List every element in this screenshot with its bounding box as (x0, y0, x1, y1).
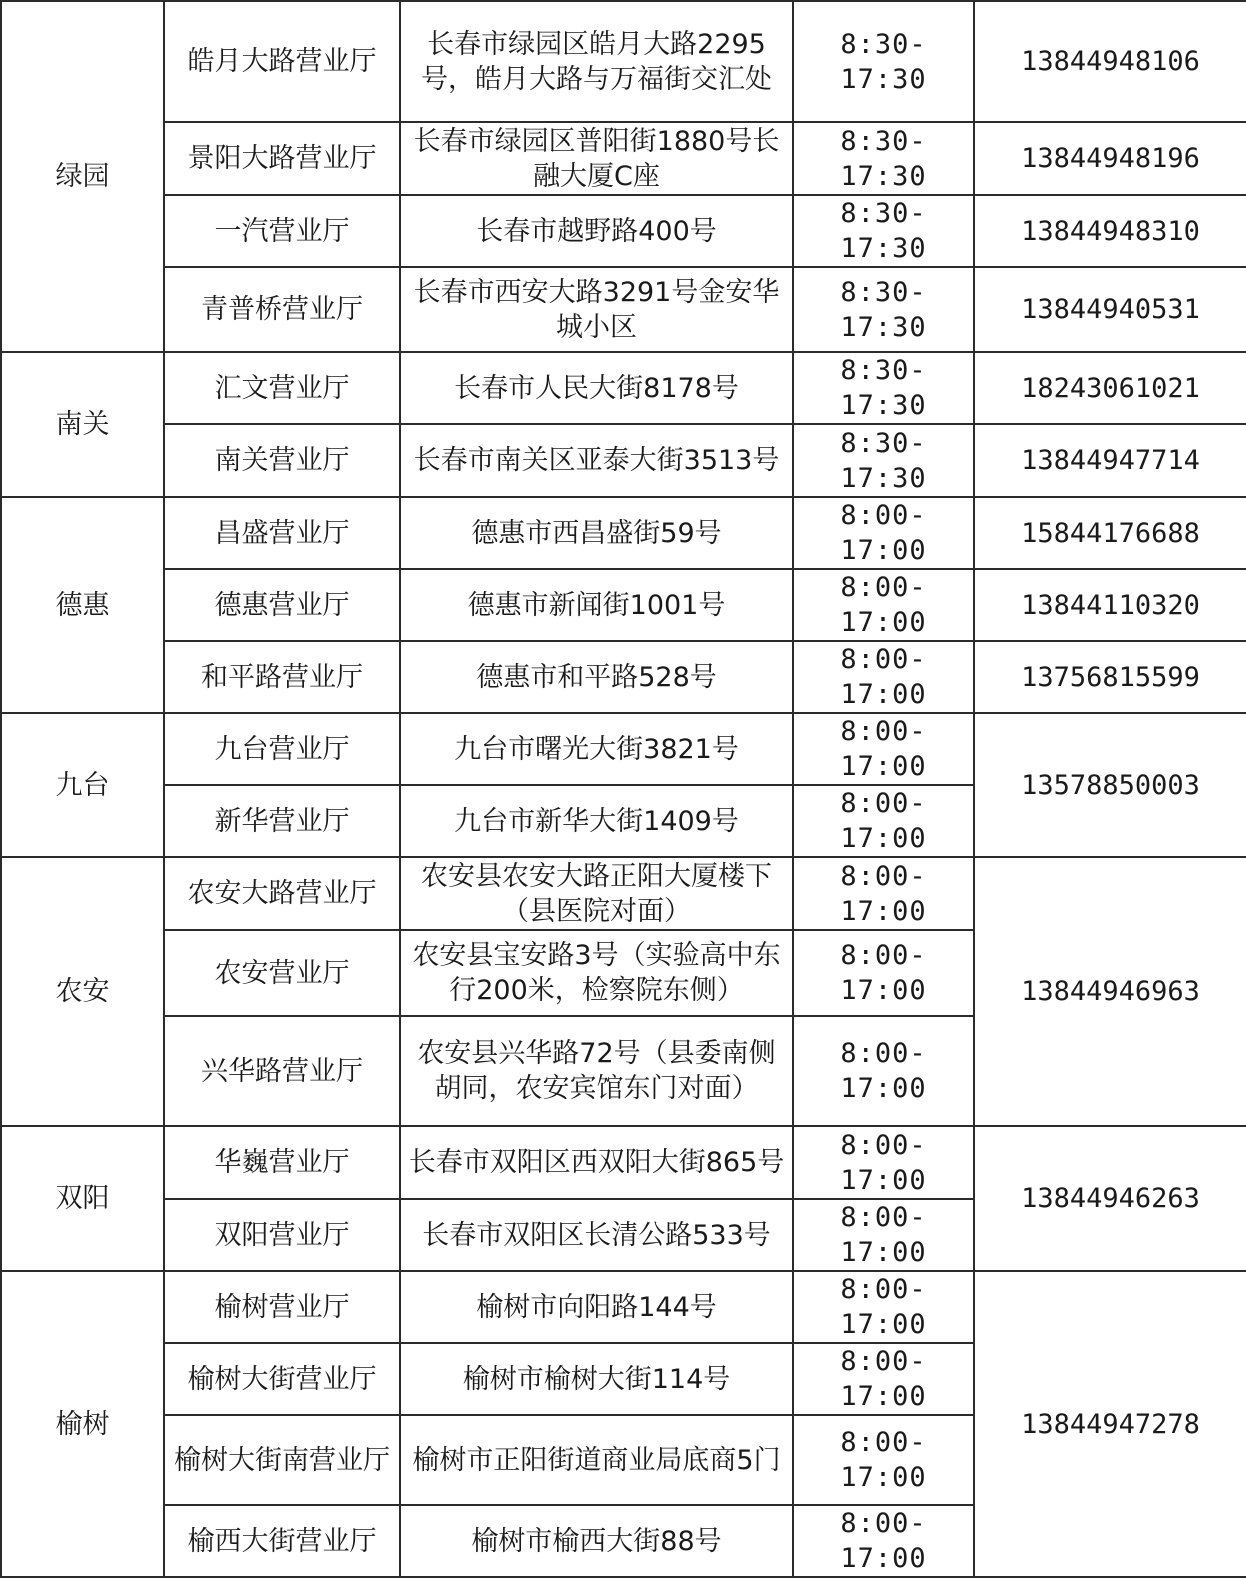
table-row (1, 1271, 1246, 1343)
business-hours: 8:00-17:00 (793, 1505, 974, 1577)
table-row (1, 195, 1246, 267)
region-name: 双阳 (1, 1126, 164, 1271)
business-hours: 8:00-17:00 (793, 569, 974, 641)
hall-name: 农安营业厅 (164, 930, 400, 1016)
hall-address: 长春市双阳区西双阳大街865号 (400, 1126, 793, 1199)
hall-address: 德惠市新闻街1001号 (400, 569, 793, 641)
region-name: 德惠 (1, 497, 164, 713)
hall-name: 榆树营业厅 (164, 1271, 400, 1343)
business-hours: 8:00-17:00 (793, 1343, 974, 1415)
hall-name: 新华营业厅 (164, 785, 400, 857)
phone-number: 13756815599 (974, 641, 1246, 713)
hall-name: 和平路营业厅 (164, 641, 400, 713)
table-row (1, 569, 1246, 641)
table-row (1, 1, 1246, 122)
table-row (1, 713, 1246, 785)
business-hours: 8:00-17:00 (793, 1415, 974, 1505)
business-hours: 8:00-17:00 (793, 1199, 974, 1271)
hall-address: 长春市绿园区普阳街1880号长融大厦C座 (400, 122, 793, 195)
hall-address: 长春市双阳区长清公路533号 (400, 1199, 793, 1271)
hall-name: 德惠营业厅 (164, 569, 400, 641)
region-name: 农安 (1, 857, 164, 1126)
business-hours: 8:00-17:00 (793, 1126, 974, 1199)
business-hours: 8:00-17:00 (793, 713, 974, 785)
business-hours: 8:00-17:00 (793, 857, 974, 930)
hall-address: 榆树市榆西大街88号 (400, 1505, 793, 1577)
phone-number: 13844947278 (974, 1271, 1246, 1577)
hall-name: 昌盛营业厅 (164, 497, 400, 569)
region-name: 九台 (1, 713, 164, 857)
hall-name: 皓月大路营业厅 (164, 1, 400, 122)
hall-name: 榆树大街营业厅 (164, 1343, 400, 1415)
phone-number: 13578850003 (974, 713, 1246, 857)
phone-number: 13844948106 (974, 1, 1246, 122)
hall-address: 德惠市和平路528号 (400, 641, 793, 713)
hall-address: 长春市西安大路3291号金安华城小区 (400, 267, 793, 352)
phone-number: 13844948310 (974, 195, 1246, 267)
hall-address: 长春市南关区亚泰大街3513号 (400, 424, 793, 497)
business-hours: 8:00-17:00 (793, 930, 974, 1016)
hall-address: 长春市越野路400号 (400, 195, 793, 267)
region-name: 绿园 (1, 1, 164, 352)
hall-name: 一汽营业厅 (164, 195, 400, 267)
phone-number: 13844940531 (974, 267, 1246, 352)
business-hours: 8:30-17:30 (793, 267, 974, 352)
business-hours: 8:30-17:30 (793, 424, 974, 497)
business-hours: 8:00-17:00 (793, 1016, 974, 1126)
hall-name: 汇文营业厅 (164, 352, 400, 424)
hall-address: 九台市新华大街1409号 (400, 785, 793, 857)
table-row (1, 497, 1246, 569)
hall-address: 长春市绿园区皓月大路2295号，皓月大路与万福街交汇处 (400, 1, 793, 122)
region-name: 榆树 (1, 1271, 164, 1577)
hall-name: 农安大路营业厅 (164, 857, 400, 930)
business-hours: 8:30-17:30 (793, 195, 974, 267)
phone-number: 13844946963 (974, 857, 1246, 1126)
table-row (1, 424, 1246, 497)
hall-address: 农安县农安大路正阳大厦楼下（县医院对面） (400, 857, 793, 930)
phone-number: 13844110320 (974, 569, 1246, 641)
business-hours: 8:00-17:00 (793, 785, 974, 857)
hall-address: 榆树市向阳路144号 (400, 1271, 793, 1343)
hall-address: 榆树市榆树大街114号 (400, 1343, 793, 1415)
hall-name: 景阳大路营业厅 (164, 122, 400, 195)
business-hours: 8:00-17:00 (793, 1271, 974, 1343)
business-hours: 8:30-17:30 (793, 1, 974, 122)
phone-number: 15844176688 (974, 497, 1246, 569)
hall-name: 榆西大街营业厅 (164, 1505, 400, 1577)
table-row (1, 641, 1246, 713)
hall-name: 双阳营业厅 (164, 1199, 400, 1271)
hall-address: 农安县宝安路3号（实验高中东行200米，检察院东侧） (400, 930, 793, 1016)
hall-address: 长春市人民大街8178号 (400, 352, 793, 424)
table-row (1, 1126, 1246, 1199)
phone-number: 13844948196 (974, 122, 1246, 195)
table-row (1, 267, 1246, 352)
business-hours: 8:00-17:00 (793, 641, 974, 713)
hall-address: 德惠市西昌盛街59号 (400, 497, 793, 569)
table-row (1, 352, 1246, 424)
phone-number: 13844947714 (974, 424, 1246, 497)
hall-name: 南关营业厅 (164, 424, 400, 497)
hall-address: 九台市曙光大街3821号 (400, 713, 793, 785)
business-hours: 8:30-17:30 (793, 352, 974, 424)
hall-name: 青普桥营业厅 (164, 267, 400, 352)
hall-name: 华巍营业厅 (164, 1126, 400, 1199)
hall-address: 农安县兴华路72号（县委南侧胡同，农安宾馆东门对面） (400, 1016, 793, 1126)
business-hours: 8:30-17:30 (793, 122, 974, 195)
phone-number: 18243061021 (974, 352, 1246, 424)
table-row (1, 122, 1246, 195)
hall-name: 兴华路营业厅 (164, 1016, 400, 1126)
hall-name: 榆树大街南营业厅 (164, 1415, 400, 1505)
region-name: 南关 (1, 352, 164, 497)
hall-name: 九台营业厅 (164, 713, 400, 785)
phone-number: 13844946263 (974, 1126, 1246, 1271)
table-row (1, 857, 1246, 930)
hall-address: 榆树市正阳街道商业局底商5门 (400, 1415, 793, 1505)
business-hours: 8:00-17:00 (793, 497, 974, 569)
